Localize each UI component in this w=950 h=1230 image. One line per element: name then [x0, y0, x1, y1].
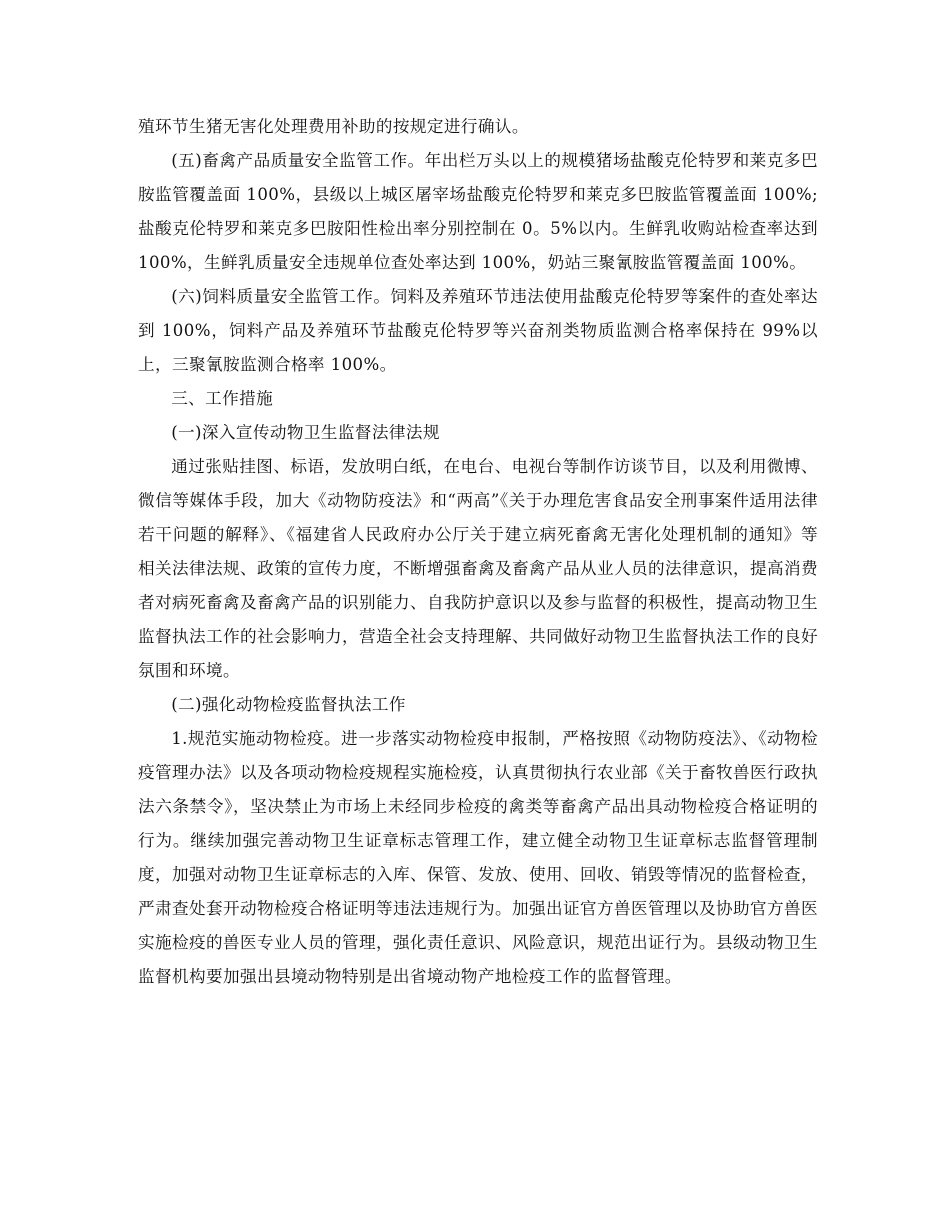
subheading-publicity: (一)深入宣传动物卫生监督法律法规 — [171, 423, 440, 442]
paragraph-section-5: (五)畜禽产品质量安全监管工作。年出栏万头以上的规模猪场盐酸克伦特罗和莱克多巴胺监管覆盖面 100%，县级以上城区屠宰场盐酸克伦特罗和莱克多巴胺监管覆盖面 100%;盐酸克伦特罗和莱克多巴胺阳性检出率分别控制在 0。5%以内。生鲜乳收购站检查率达到 100%，生鲜乳质量安全违规单位查处率达到 100%，奶站三聚氰胺监管覆盖面 100%。 — [138, 151, 818, 272]
paragraph-section-6: (六)饲料质量安全监管工作。饲料及养殖环节违法使用盐酸克伦特罗等案件的查处率达到 100%，饲料产品及养殖环节盐酸克伦特罗等兴奋剂类物质监测合格率保持在 99%以上，三聚氰胺监测合格率 100%。 — [138, 287, 818, 374]
paragraph-quarantine: 1.规范实施动物检疫。进一步落实动物检疫申报制，严格按照《动物防疫法》、《动物检疫管理办法》以及各项动物检疫规程实施检疫，认真贯彻执行农业部《关于畜牧兽医行政执法六条禁令》，坚决禁止为市场上未经同步检疫的禽类等畜禽产品出具动物检疫合格证明的行为。继续加强完善动物卫生证章标志管理工作，建立健全动物卫生证章标志监督管理制度，加强对动物卫生证章标志的入库、保管、发放、使用、回收、销毁等情况的监督检查，严肃查处套开动物检疫合格证明等违法违规行为。加强出证官方兽医管理以及协助官方兽医实施检疫的兽医专业人员的管理，强化责任意识、风险意识，规范出证行为。县级动物卫生监督机构要加强出县境动物特别是出省境动物产地检疫工作的监督管理。 — [138, 729, 818, 986]
subheading-enforcement: (二)强化动物检疫监督执法工作 — [171, 695, 406, 714]
document-body — [138, 110, 818, 994]
paragraph-publicity: 通过张贴挂图、标语，发放明白纸，在电台、电视台等制作访谈节目，以及利用微博、微信等媒体手段，加大《动物防疫法》和“两高”《关于办理危害食品安全刑事案件适用法律若干问题的解释》、《福建省人民政府办公厅关于建立病死畜禽无害化处理机制的通知》等相关法律法规、政策的宣传力度，不断增强畜禽及畜禽产品从业人员的法律意识，提高消费者对病死畜禽及畜禽产品的识别能力、自我防护意识以及参与监督的积极性，提高动物卫生监督执法工作的社会影响力，营造全社会支持理解、共同做好动物卫生监督执法工作的良好氛围和环境。 — [138, 457, 818, 680]
heading-work-measures: 三、工作措施 — [171, 389, 274, 408]
paragraph-continuation: 殖环节生猪无害化处理费用补助的按规定进行确认。 — [138, 117, 529, 136]
